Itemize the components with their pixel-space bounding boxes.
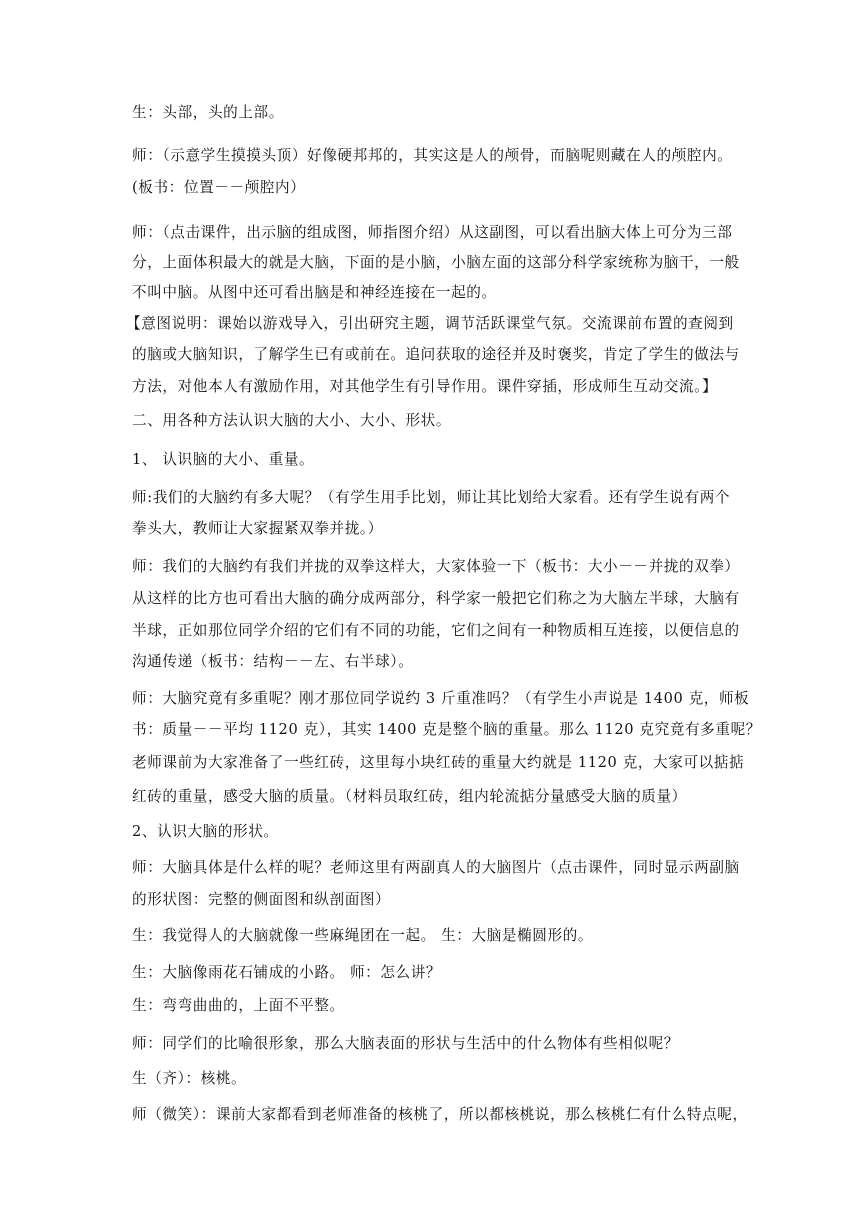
paragraph-line: 不叫中脑。从图中还可看出脑是和神经连接在一起的。 [132, 284, 497, 301]
paragraph-line: 书：质量－－平均 1120 克），其实 1400 克是整个脑的重量。那么 1120 克究竟有多重呢？ [132, 721, 761, 738]
paragraph-line: 师:我们的大脑约有多大呢？（有学生用手比划，师让其比划给大家看。还有学生说有两个 [132, 489, 731, 506]
paragraph-line: 2、认识大脑的形状。 [132, 823, 279, 840]
paragraph-line: 生：我觉得人的大脑就像一些麻绳团在一起。 生：大脑是椭圆形的。 [132, 927, 594, 944]
paragraph-line: 老师课前为大家准备了一些红砖，这里每小块红砖的重量大约就是 1120 克，大家可以掂掂 [132, 754, 745, 771]
paragraph-line: 生：头部，头的上部。 [132, 104, 284, 121]
paragraph-line: 的形状图：完整的侧面图和纵剖面图） [132, 891, 391, 908]
paragraph-line: 沟通传递（板书：结构－－左、右半球）。 [132, 653, 414, 670]
paragraph-line: 师：我们的大脑约有我们并拢的双拳这样大，大家体验一下（板书：大小－－并拢的双拳） [132, 558, 740, 575]
paragraph-line: 生（齐）：核桃。 [132, 1070, 247, 1087]
paragraph-line: 师（微笑）：课前大家都看到老师准备的核桃了，所以都核桃说，那么核桃仁有什么特点呢， [132, 1106, 748, 1123]
paragraph-line: 红砖的重量，感受大脑的质量。（材料员取红砖，组内轮流掂分量感受大脑的质量） [132, 788, 687, 805]
paragraph-line: 拳头大，教师让大家握紧双拳并拢。） [132, 520, 383, 537]
paragraph-line: 师：（点击课件，出示脑的组成图，师指图介绍）从这副图，可以看出脑大体上可分为三部 [132, 224, 733, 241]
paragraph-line: 二、用各种方法认识大脑的大小、大小、形状。 [132, 412, 452, 429]
paragraph-line: (板书：位置－－颅腔内） [132, 179, 306, 196]
paragraph-line: 的脑或大脑知识，了解学生已有或前在。追问获取的途径并及时褒奖，肯定了学生的做法与 [132, 346, 740, 363]
paragraph-line: 从这样的比方也可看出大脑的确分成两部分，科学家一般把它们称之为大脑左半球，大脑有 [132, 590, 740, 607]
paragraph-line: 方法，对他本人有激励作用，对其他学生有引导作用。课件穿插，形成师生互动交流。】 [132, 378, 718, 395]
paragraph-line: 生：弯弯曲曲的，上面不平整。 [132, 997, 345, 1014]
paragraph-line: 半球，正如那位同学介绍的它们有不同的功能，它们之间有一种物质相互连接，以便信息的 [132, 622, 740, 639]
paragraph-line: 师：大脑究竟有多重呢？刚才那位同学说约 3 斤重准吗？（有学生小声说是 1400 克，师板 [132, 690, 750, 707]
paragraph-line: 师：大脑具体是什么样的呢？老师这里有两副真人的大脑图片（点击课件，同时显示两副脑 [132, 859, 740, 876]
paragraph-line: 师：（示意学生摸摸头顶）好像硬邦邦的，其实这是人的颅骨，而脑呢则藏在人的颅腔内。 [132, 147, 733, 164]
paragraph-line: 【意图说明：课始以游戏导入，引出研究主题，调节活跃课堂气氛。交流课前布置的查阅到 [126, 315, 734, 332]
paragraph-line: 分，上面体积最大的就是大脑，下面的是小脑，小脑左面的这部分科学家统称为脑干，一般 [132, 254, 740, 271]
paragraph-line: 师：同学们的比喻很形象，那么大脑表面的形状与生活中的什么物体有些相似呢？ [132, 1035, 679, 1052]
paragraph-line: 1、 认识脑的大小、重量。 [132, 451, 315, 468]
paragraph-line: 生：大脑像雨花石铺成的小路。 师：怎么讲？ [132, 964, 442, 981]
